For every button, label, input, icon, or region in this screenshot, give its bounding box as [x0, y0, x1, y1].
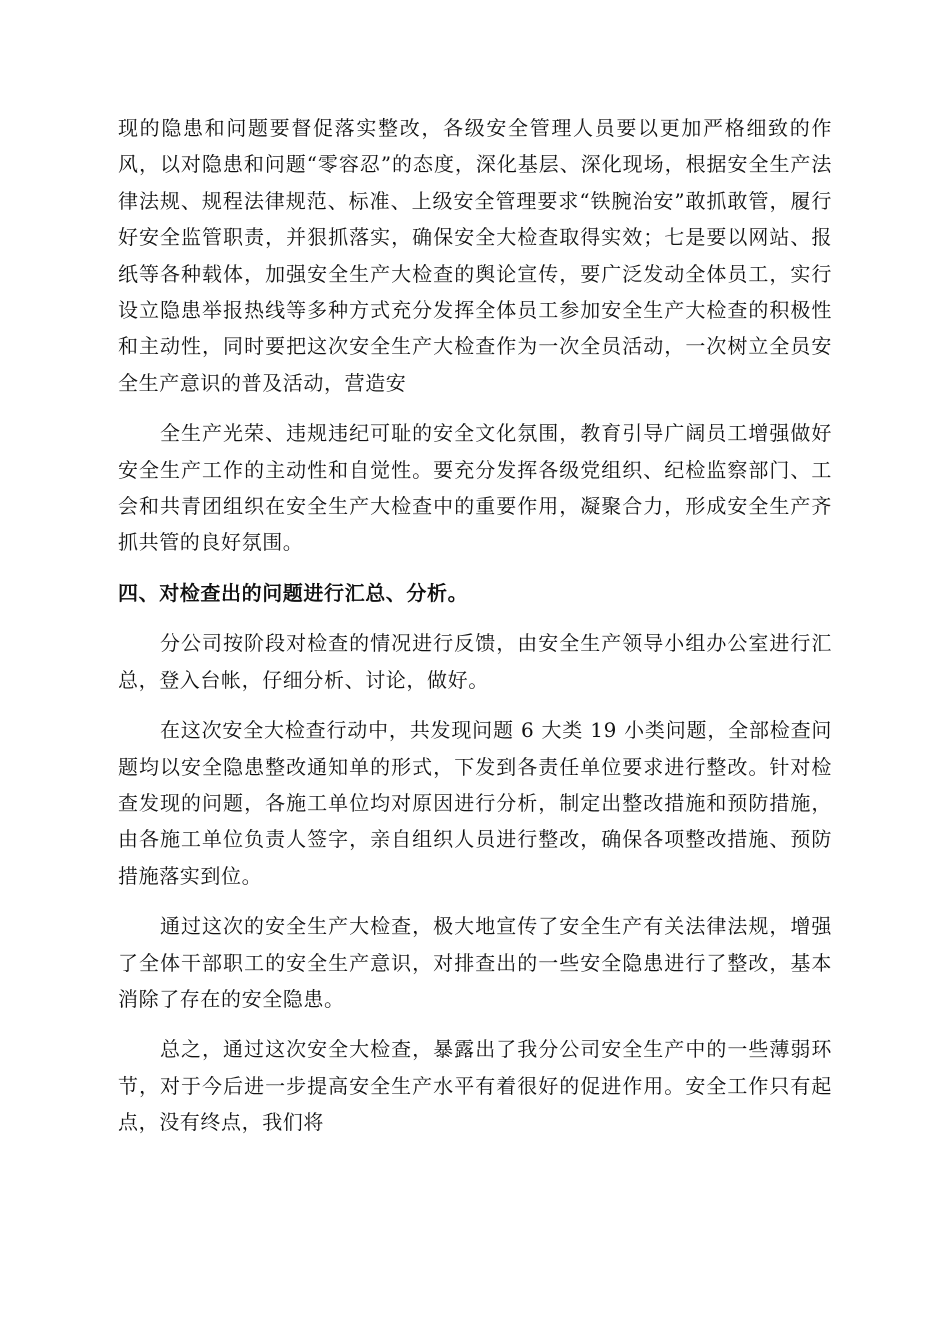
section-heading: 四、对检查出的问题进行汇总、分析。: [118, 580, 469, 605]
paragraph-conclusion: 总之，通过这次安全大检查，暴露出了我分公司安全生产中的一些薄弱环节，对于今后进一步提高安全生产水平有着很好的促进作用。安全工作只有起点，没有终点，我们将: [118, 1037, 832, 1135]
paragraph-findings: 在这次安全大检查行动中，共发现问题 6 大类 19 小类问题，全部检查问题均以安全隐患整改通知单的形式，下发到各责任单位要求进行整改。针对检查发现的问题，各施工单位均对原因进行分析，制定出整改措施和预防措施，由各施工单位负责人签字，亲自组织人员进行整改，确保各项整改措施、预防措施落实到位。: [118, 718, 832, 888]
paragraph-feedback: 分公司按阶段对检查的情况进行反馈，由安全生产领导小组办公室进行汇总，登入台帐，仔细分析、讨论，做好。: [118, 631, 832, 692]
paragraph-results: 通过这次的安全生产大检查，极大地宣传了安全生产有关法律法规，增强了全体干部职工的安全生产意识，对排查出的一些安全隐患进行了整改，基本消除了存在的安全隐患。: [118, 914, 832, 1011]
paragraph-safety-culture: 全生产光荣、违规违纪可耻的安全文化氛围，教育引导广阔员工增强做好安全生产工作的主动性和自觉性。要充分发挥各级党组织、纪检监察部门、工会和共青团组织在安全生产大检查中的重要作用，凝聚合力，形成安全生产齐抓共管的良好氛围。: [118, 421, 832, 555]
paragraph-continuation: 现的隐患和问题要督促落实整改，各级安全管理人员要以更加严格细致的作风，以对隐患和问题“零容忍”的态度，深化基层、深化现场，根据安全生产法律法规、规程法律规范、标准、上级安全管理要求“铁腕治安”敢抓敢管，履行好安全监管职责，并狠抓落实，确保安全大检查取得实效；七是要以网站、报纸等各种载体，加强安全生产大检查的舆论宣传，要广泛发动全体员工，实行设立隐患举报热线等多种方式充分发挥全体员工参加安全生产大检查的积极性和主动性，同时要把这次安全生产大检查作为一次全员活动，一次树立全员安全生产意识的普及活动，营造安: [118, 116, 832, 395]
